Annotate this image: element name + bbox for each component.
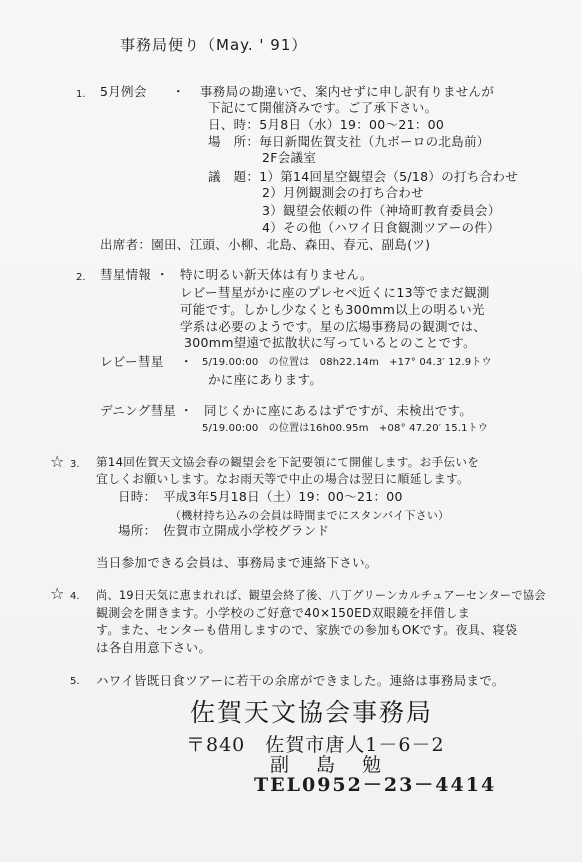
signature-person: 副 島 勉 [270, 754, 386, 776]
item-3-line: 場所： 佐賀市立開成小学校グランド [118, 523, 330, 538]
item-1-line: 事務局の勘違いで、案内せずに申し訳有りませんが [200, 84, 495, 99]
item-5-line: ハワイ皆既日食ツアーに若干の余席ができました。連絡は事務局まで。 [96, 673, 505, 688]
item-2-line: 特に明るい新天体は有りません。 [180, 267, 373, 282]
comet-2-position: 同じくかに座にあるはずですが、未検出です。 [204, 403, 473, 418]
item-1-line: 2）月例観測会の打ち合わせ [262, 185, 424, 200]
item-1-line: 4）その他（ハワイ日食観測ツアーの件） [262, 220, 500, 235]
item-5-number: 5. [70, 676, 80, 687]
item-1-line: 下記にて開催済みです。ご了承下さい。 [208, 100, 438, 115]
item-2-heading: 彗星情報 [100, 267, 152, 282]
item-4-line: は各自用意下さい。 [96, 640, 212, 655]
comet-2-note: 5/19.00:00 の位置は16h00.95m +08° 47.20′ 15.1トウ [202, 423, 489, 434]
item-3-line: （機材持ち込みの会員は時間までにスタンバイ下さい） [170, 509, 450, 522]
item-1-line: 場 所：毎日新聞佐賀支社（九ボーロの北島前） [208, 134, 490, 149]
item-2-dot: ・ [156, 267, 169, 282]
item-2-line: 学系は必要のようです。星の広場事務局の観測では、 [180, 319, 487, 334]
comet-2-name: デニング彗星 [100, 403, 177, 418]
item-1-line: 日、時：5月8日（水）19：00～21：00 [208, 117, 445, 132]
item-3-line: 第14回佐賀天文協会春の観望会を下記要領にて開催します。お手伝いを [96, 455, 480, 469]
item-2-number: 2. [76, 272, 86, 283]
item-1-attendees: 出席者：園田、江頭、小柳、北島、森田、春元、副島(ツ) [100, 237, 431, 252]
item-4-line: 観測会を開きます。小学校のご好意で40×150ED双眼鏡を拝借しま [96, 606, 470, 620]
star-icon: ☆ [50, 452, 65, 471]
comet-1-name: レビー彗星 [100, 354, 164, 369]
item-4-line: 尚、19日天気に恵まれれば、観望会終了後、八丁グリーンカルチュアーセンターで協会 [96, 589, 546, 602]
item-2-line: 300mm望遠で拡散状に写っているとのことです。 [184, 335, 476, 350]
item-1-line: 3）観望会依頼の件（神埼町教育委員会） [262, 203, 501, 218]
item-1-line: 議 題：1）第14回星空観望会（5/18）の打ち合わせ [208, 169, 519, 184]
item-3-number: 3. [70, 459, 80, 470]
item-3-line: 宜しくお願いします。なお雨天等で中止の場合は翌日に順延します。 [96, 472, 470, 486]
signature-tel: TEL0952－23－4414 [254, 774, 497, 796]
signature-address: 〒840 佐賀市唐人1－6－2 [186, 734, 445, 756]
item-3-line: 日時： 平成3年5月18日（土）19：00～21：00 [118, 489, 403, 504]
item-1-heading: 5月例会 [100, 84, 147, 99]
item-3-line: 当日参加できる会員は、事務局まで連絡下さい。 [96, 555, 378, 570]
comet-1-note: かに座にあります。 [208, 372, 323, 387]
comet-1-dot: ・ [180, 354, 193, 369]
item-4-line: す。また、センターも借用しますので、家族での参加もOKです。夜具、寝袋 [96, 623, 518, 637]
item-1-line: 2F会議室 [262, 150, 317, 165]
page-title: 事務局便り（May. ' 91） [120, 36, 308, 54]
item-1-number: 1. [76, 89, 86, 100]
signature-organization: 佐賀天文協会事務局 [190, 698, 434, 727]
comet-1-position: 5/19.00:00 の位置は 08h22.14m +17° 04.3′ 12.9トウ [202, 357, 492, 368]
star-icon: ☆ [50, 584, 65, 603]
item-2-line: 可能です。しかし少なくとも300mm以上の明るい光 [180, 302, 485, 317]
item-4-number: 4. [70, 591, 80, 602]
item-2-line: レビー彗星がかに座のプレセペ近くに13等でまだ観測 [180, 285, 490, 300]
item-1-dot: ・ [172, 84, 185, 99]
comet-2-dot: ・ [180, 403, 193, 418]
